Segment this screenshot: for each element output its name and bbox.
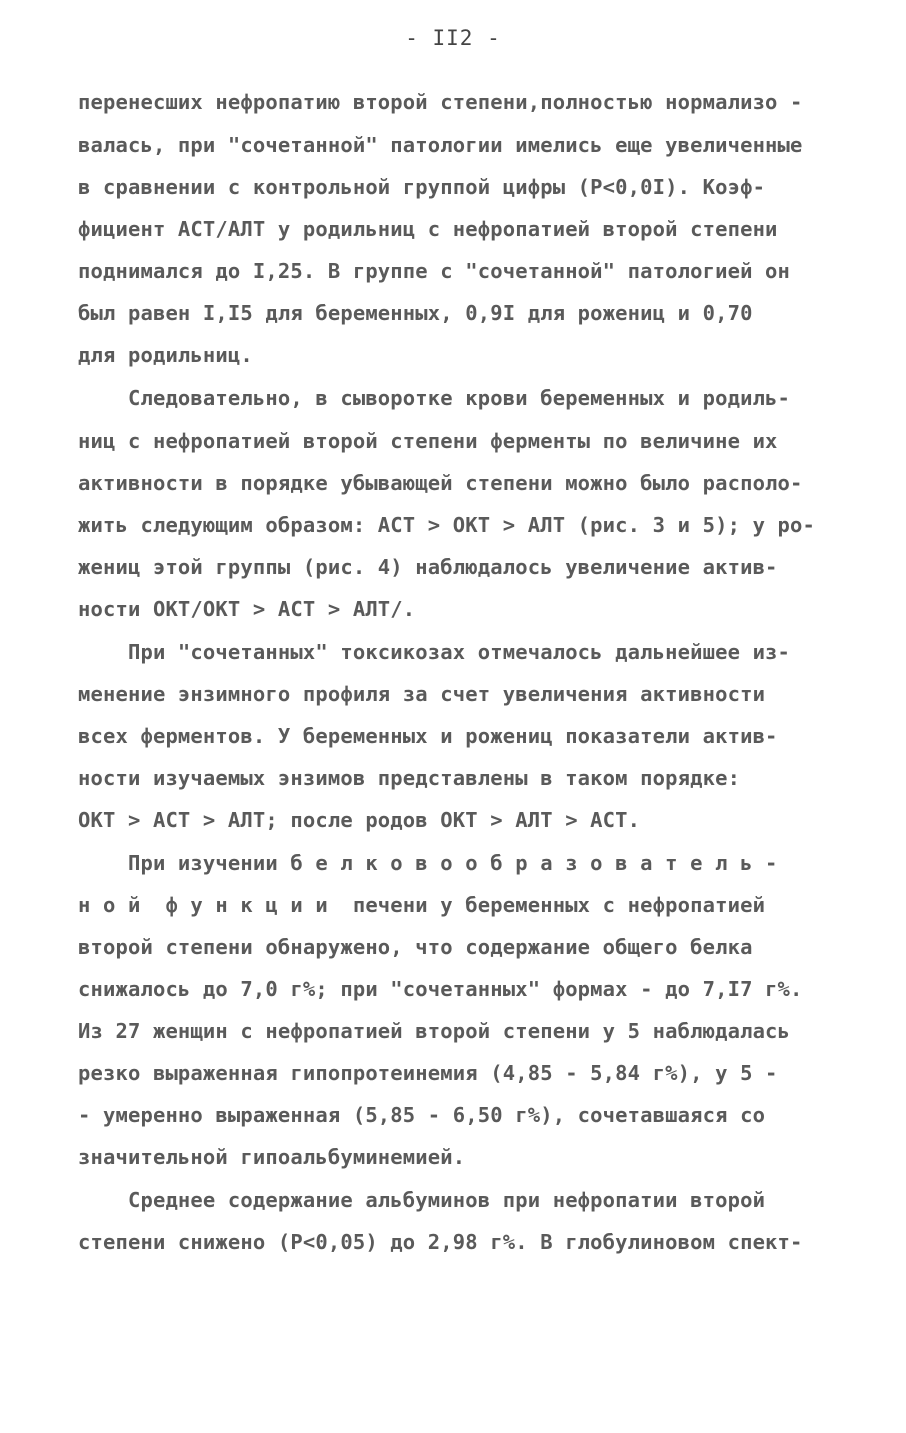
text-line: жить следующим образом: АСТ > ОКТ > АЛТ (рис. 3 и 5); у ро-	[78, 513, 816, 537]
text-line: Из 27 женщин с нефропатией второй степени у 5 наблюдалась	[78, 1019, 791, 1043]
text-line: снижалось до 7,0 г%; при "сочетанных" формах - до 7,I7 г%.	[78, 977, 803, 1001]
text-line: значительной гипоальбуминемией.	[78, 1145, 466, 1169]
text-line: ОКТ > АСТ > АЛТ; после родов ОКТ > АЛТ > АСТ.	[78, 808, 641, 832]
text-line: н о й ф у н к ц и и печени у беременных с нефропатией	[78, 893, 766, 917]
text-line: ности ОКТ/ОКТ > АСТ > АЛТ/.	[78, 597, 416, 621]
text-line: был равен I,I5 для беременных, 0,9I для рожениц и 0,70	[78, 301, 753, 325]
text-line: ности изучаемых энзимов представлены в таком порядке:	[78, 766, 741, 790]
text-line: ниц с нефропатией второй степени ферменты по величине их	[78, 429, 778, 453]
text-line: валась, при "сочетанной" патологии имелись еще увеличенные	[78, 133, 803, 157]
text-line: жениц этой группы (рис. 4) наблюдалось увеличение актив-	[78, 555, 778, 579]
text-line: для родильниц.	[78, 343, 253, 367]
text-line: второй степени обнаружено, что содержание общего белка	[78, 935, 753, 959]
page-number: - II2 -	[405, 26, 501, 50]
text-line: - умеренно выраженная (5,85 - 6,50 г%), сочетавшаяся со	[78, 1103, 766, 1127]
text-line: поднимался до I,25. В группе с "сочетанной" патологией он	[78, 259, 791, 283]
text-line: Среднее содержание альбуминов при нефропатии второй	[78, 1188, 766, 1212]
text-line: фициент АСТ/АЛТ у родильниц с нефропатией второй степени	[78, 217, 778, 241]
text-line: При изучении б е л к о в о о б р а з о в а т е л ь -	[78, 851, 778, 875]
text-line: Следовательно, в сыворотке крови беременных и родиль-	[78, 386, 791, 410]
text-line: При "сочетанных" токсикозах отмечалось дальнейшее из-	[78, 640, 791, 664]
text-line: перенесших нефропатию второй степени,полностью нормализо -	[78, 90, 803, 114]
text-line: менение энзимного профиля за счет увеличения активности	[78, 682, 766, 706]
text-line: активности в порядке убывающей степени можно было располо-	[78, 471, 803, 495]
text-line: всех ферментов. У беременных и рожениц показатели актив-	[78, 724, 778, 748]
text-line: резко выраженная гипопротеинемия (4,85 - 5,84 г%), у 5 -	[78, 1061, 778, 1085]
text-line: в сравнении с контрольной группой цифры (P<0,0I). Коэф-	[78, 175, 766, 199]
text-line: степени снижено (P<0,05) до 2,98 г%. В глобулиновом спект-	[78, 1230, 803, 1254]
